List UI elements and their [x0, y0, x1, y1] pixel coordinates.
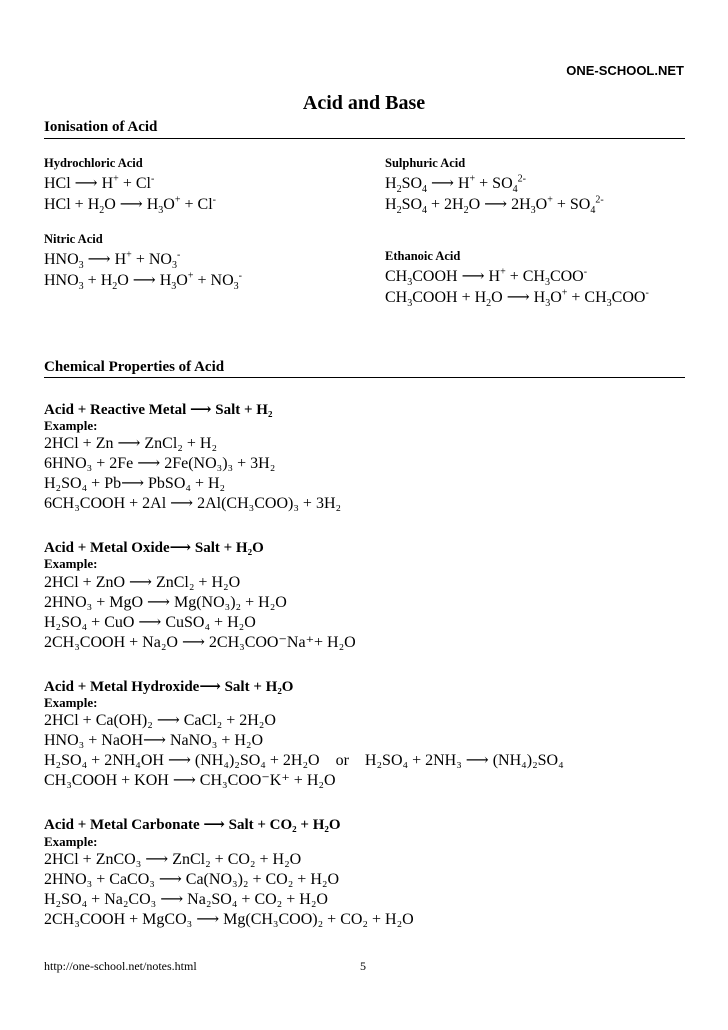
site-logo-text: ONE-SCHOOL.NET: [566, 63, 684, 78]
example-list: [44, 434, 341, 514]
page-title: Acid and Base: [302, 92, 426, 114]
example-equation: CH₃COOH + KOH ⟶ CH₃COO⁻K⁺ + H₂O: [44, 772, 336, 789]
page-number: 5: [360, 959, 366, 973]
example-equation: H₂SO₄ + Pb⟶ PbSO₄ + H₂: [44, 475, 226, 492]
example-equation: 2HCl + ZnO ⟶ ZnCl₂ + H₂O: [44, 574, 241, 591]
example-equation: 2HNO₃ + MgO ⟶ Mg(NO₃)₂ + H₂O: [44, 594, 287, 611]
reaction-title: Acid + Metal Hydroxide⟶ Salt + H₂O: [44, 679, 294, 695]
reaction-title: Acid + Metal Oxide⟶ Salt + H₂O: [44, 540, 264, 556]
equation: $H_2SO_4 + 2H_2O$ ⟶ $2H_3O^+ + SO_4^{2-}$: [385, 194, 604, 217]
equation: $CH_3COOH + H_2O$ ⟶ $H_3O^+ + CH_3COO^-$: [385, 287, 649, 310]
example-label: Example:: [44, 834, 98, 849]
example-list: [44, 573, 356, 653]
section-heading-properties: Chemical Properties of Acid: [44, 359, 225, 375]
equation: $H_2SO_4$ ⟶ $H^+ + SO_4^{2-}$: [385, 173, 526, 196]
example-equation: H₂SO₄ + Na₂CO₃ ⟶ Na₂SO₄ + CO₂ + H₂O: [44, 891, 328, 908]
equation: HCl ⟶ H+ + Cl-: [44, 173, 155, 192]
example-list: [44, 711, 564, 791]
equation: $HNO_3 + H_2O$ ⟶ $H_3O^+ + NO_3^-$: [44, 270, 242, 293]
section-heading-ionisation: Ionisation of Acid: [44, 119, 158, 135]
example-equation: 2CH₃COOH + Na₂O ⟶ 2CH₃COO⁻Na⁺+ H₂O: [44, 634, 356, 651]
example-equation: H₂SO₄ + CuO ⟶ CuSO₄ + H₂O: [44, 614, 256, 631]
equation: HCl + $H_2O$ ⟶ $H_3O^+ + Cl^-$: [44, 194, 216, 217]
equation: $HNO_3$ ⟶ $H^+ + NO_3^-$: [44, 249, 181, 272]
example-equation: 2HCl + Zn ⟶ ZnCl₂ + H₂: [44, 435, 218, 452]
reaction-title: Acid + Metal Carbonate ⟶ Salt + CO₂ + H₂O: [44, 817, 341, 833]
example-label: Example:: [44, 556, 98, 571]
example-equation: 6HNO₃ + 2Fe ⟶ 2Fe(NO₃)₃ + 3H₂: [44, 455, 276, 472]
reaction-title: Acid + Reactive Metal ⟶ Salt + H₂: [44, 402, 273, 418]
example-label: Example:: [44, 418, 98, 433]
equation: $CH_3COOH$ ⟶ $H^+ + CH_3COO^-$: [385, 266, 588, 289]
example-equation: 6CH₃COOH + 2Al ⟶ 2Al(CH₃COO)₃ + 3H₂: [44, 495, 342, 512]
example-equation: 2HCl + Ca(OH)₂ ⟶ CaCl₂ + 2H₂O: [44, 712, 276, 729]
label-ethanoic-acid: Ethanoic Acid: [385, 249, 461, 263]
example-equation: H₂SO₄ + 2NH₄OH ⟶ (NH₄)₂SO₄ + 2H₂O or H₂SO₄ + 2NH₃ ⟶ (NH₄)₂SO₄: [44, 752, 564, 769]
footer-url: http://one-school.net/notes.html: [44, 959, 197, 973]
example-label: Example:: [44, 695, 98, 710]
example-equation: 2CH₃COOH + MgCO₃ ⟶ Mg(CH₃COO)₂ + CO₂ + H₂O: [44, 911, 414, 928]
example-equation: 2HCl + ZnCO₃ ⟶ ZnCl₂ + CO₂ + H₂O: [44, 851, 302, 868]
example-equation: HNO₃ + NaOH⟶ NaNO₃ + H₂O: [44, 732, 264, 749]
section-divider: [44, 377, 685, 378]
example-list: [44, 850, 414, 930]
example-equation: 2HNO₃ + CaCO₃ ⟶ Ca(NO₃)₂ + CO₂ + H₂O: [44, 871, 340, 888]
label-nitric-acid: Nitric Acid: [44, 232, 103, 246]
section-divider: [44, 138, 685, 139]
label-hydrochloric-acid: Hydrochloric Acid: [44, 156, 143, 170]
label-sulphuric-acid: Sulphuric Acid: [385, 156, 466, 170]
